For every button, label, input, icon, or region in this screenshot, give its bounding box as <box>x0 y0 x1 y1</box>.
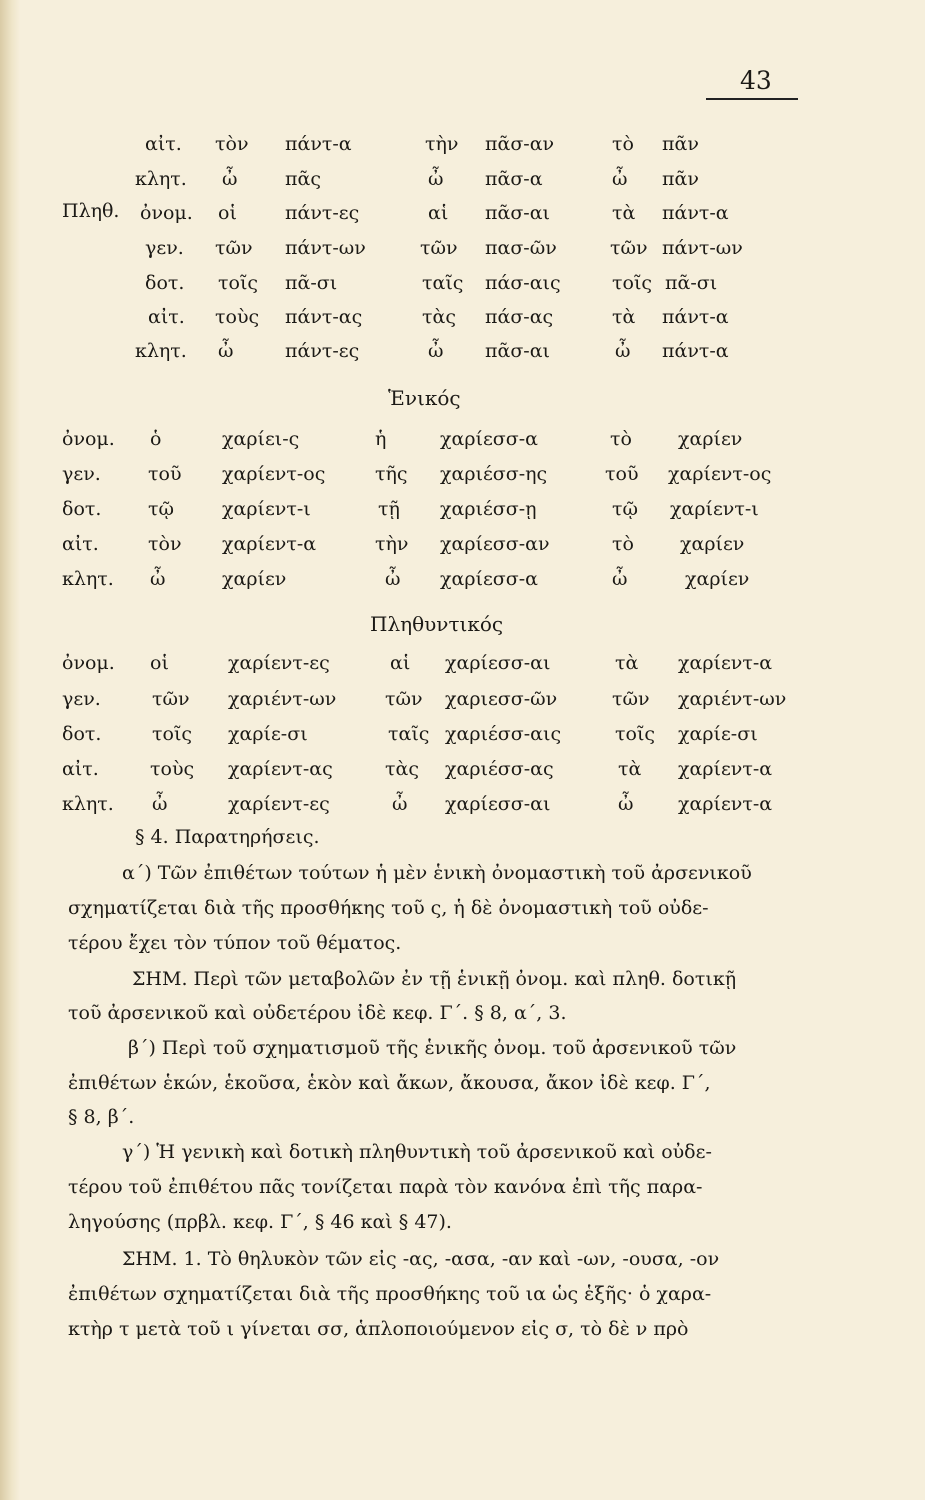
prose-line: γ΄) Ἡ γενικὴ καὶ δοτικὴ πληθυντικὴ τοῦ ἀρσενικοῦ καὶ οὐδε- <box>122 1141 712 1163</box>
table-row <box>0 463 925 495</box>
fem-form: χαρίεσσ-α <box>440 428 538 450</box>
case-label: αἰτ. <box>62 533 99 555</box>
masc-form: χαριέντ-ων <box>228 688 337 710</box>
case-label: αἰτ. <box>62 758 99 780</box>
prose-line: ΣΗΜ. Περὶ τῶν μεταβολῶν ἐν τῇ ἑνικῇ ὀνομ. καὶ πληθ. δοτικῇ <box>132 968 737 990</box>
fem-form: χαριέσσ-αις <box>445 723 562 745</box>
neut-form: πάντ-α <box>662 306 729 328</box>
prose-line: § 8, β΄. <box>68 1106 135 1128</box>
masc-article: τοὺς <box>150 758 195 780</box>
neut-form: χαρίεντ-α <box>678 793 773 815</box>
page-number: 43 <box>740 66 772 95</box>
plural-heading: Πληθυντικός <box>370 612 504 636</box>
fem-form: πᾶσ-αι <box>485 202 550 224</box>
masc-article: ὦ <box>218 340 234 362</box>
neut-form: χαρίεντ-ι <box>670 498 759 520</box>
neut-form: πᾶ-σι <box>665 272 718 294</box>
fem-article: ὦ <box>428 168 444 190</box>
neut-form: χαρίεντ-α <box>678 652 773 674</box>
masc-article: τοῦ <box>148 463 182 485</box>
masc-form: χαρίεν <box>222 568 287 590</box>
fem-form: χαριέσσ-ῃ <box>440 498 537 520</box>
masc-article: τοῖς <box>152 723 193 745</box>
prose-line: α΄) Τῶν ἐπιθέτων τούτων ἡ μὲν ἑνικὴ ὀνομαστικὴ τοῦ ἀρσενικοῦ <box>122 862 752 884</box>
masc-article: ὦ <box>152 793 168 815</box>
table-row <box>0 428 925 460</box>
neut-form: χαριέντ-ων <box>678 688 787 710</box>
masc-article: οἱ <box>218 202 237 224</box>
fem-article: τῇ <box>378 498 400 520</box>
fem-article: τὴν <box>425 133 459 155</box>
section-heading: § 4. Παρατηρήσεις. <box>135 826 320 848</box>
case-label: κλητ. <box>62 793 114 815</box>
masc-article: ὦ <box>150 568 166 590</box>
case-label: κλητ. <box>62 568 114 590</box>
table-row <box>0 306 925 338</box>
fem-article: αἱ <box>390 652 411 674</box>
neut-form: πάντ-ων <box>662 237 743 259</box>
masc-form: χαρίεντ-ος <box>222 463 326 485</box>
fem-form: χαρίεσσ-αι <box>445 652 551 674</box>
singular-heading: Ἑνικός <box>388 386 461 410</box>
fem-article: ὦ <box>392 793 408 815</box>
masc-form: χαρίεντ-α <box>222 533 317 555</box>
neut-form: πάντ-α <box>662 340 729 362</box>
fem-article: τῆς <box>375 463 408 485</box>
table-row <box>0 758 925 790</box>
masc-form: χαρίεντ-ι <box>222 498 311 520</box>
neut-article: τοῦ <box>605 463 639 485</box>
neut-article: τῷ <box>612 498 639 520</box>
case-label: δοτ. <box>62 723 102 745</box>
fem-article: ταῖς <box>388 723 430 745</box>
neut-article: τοῖς <box>615 723 656 745</box>
neut-form: πᾶν <box>662 168 699 190</box>
masc-article: τὸν <box>148 533 182 555</box>
neut-article: ὦ <box>612 568 628 590</box>
table-row <box>0 688 925 720</box>
prose-line: τοῦ ἀρσενικοῦ καὶ οὐδετέρου ἰδὲ κεφ. Γ΄. § 8, α΄, 3. <box>68 1002 567 1024</box>
masc-article: οἱ <box>150 652 169 674</box>
prose-line: τέρου τοῦ ἐπιθέτου πᾶς τονίζεται παρὰ τὸν κανόνα ἐπὶ τῆς παρα- <box>68 1176 703 1198</box>
fem-form: χαριέσσ-ης <box>440 463 548 485</box>
table-row <box>0 237 925 269</box>
neut-article: τὸ <box>610 428 632 450</box>
prose-line: ἐπιθέτων ἑκών, ἑκοῦσα, ἑκὸν καὶ ἄκων, ἄκουσα, ἄκον ἰδὲ κεφ. Γ΄, <box>68 1072 711 1094</box>
table-row <box>0 133 925 165</box>
masc-article: τῷ <box>148 498 175 520</box>
prose-line: κτὴρ τ μετὰ τοῦ ι γίνεται σσ, ἁπλοποιούμενον εἰς σ, τὸ δὲ ν πρὸ <box>68 1318 689 1340</box>
case-label: δοτ. <box>62 498 102 520</box>
neut-form: χαρίεντ-ος <box>668 463 772 485</box>
fem-article: τὰς <box>422 306 456 328</box>
neut-article: τὸ <box>612 533 634 555</box>
fem-article: τῶν <box>420 237 458 259</box>
masc-form: χαρίεντ-ες <box>228 793 330 815</box>
masc-form: πάντ-α <box>285 133 352 155</box>
fem-form: χαρίεσσ-α <box>440 568 538 590</box>
masc-article: ὁ <box>150 428 162 450</box>
neut-form: χαρίεν <box>685 568 750 590</box>
neut-article: τὰ <box>615 652 639 674</box>
neut-form: χαρίε-σι <box>678 723 758 745</box>
fem-article: αἱ <box>428 202 449 224</box>
neut-article: τῶν <box>612 688 650 710</box>
table-row <box>0 498 925 530</box>
fem-article: ταῖς <box>422 272 464 294</box>
case-label: ὀνομ. <box>140 202 193 224</box>
table-row <box>0 533 925 565</box>
neut-article: ὦ <box>612 168 628 190</box>
masc-article: τοὺς <box>215 306 260 328</box>
neut-article: τῶν <box>610 237 648 259</box>
fem-article: ὦ <box>385 568 401 590</box>
neut-form: χαρίεν <box>678 428 743 450</box>
table-row <box>0 652 925 684</box>
neut-article: ὦ <box>618 793 634 815</box>
prose-line: ΣΗΜ. 1. Τὸ θηλυκὸν τῶν εἰς -ας, -ασα, -αν καὶ -ων, -ουσα, -ον <box>122 1248 720 1270</box>
fem-form: πάσ-ας <box>485 306 554 328</box>
fem-article: ὦ <box>428 340 444 362</box>
prose-line: ληγούσης (πρβλ. κεφ. Γ΄, § 46 καὶ § 47). <box>68 1211 452 1233</box>
masc-form: χαρίε-σι <box>228 723 308 745</box>
table-row <box>0 202 925 234</box>
neut-form: πᾶν <box>662 133 699 155</box>
prose-line: β΄) Περὶ τοῦ σχηματισμοῦ τῆς ἑνικῆς ὀνομ. τοῦ ἀρσενικοῦ τῶν <box>128 1037 737 1059</box>
table-row <box>0 272 925 304</box>
masc-form: πάντ-ες <box>285 202 360 224</box>
case-label: γεν. <box>145 237 184 259</box>
fem-form: πᾶσ-αν <box>485 133 555 155</box>
fem-form: πᾶσ-α <box>485 168 543 190</box>
masc-article: τῶν <box>152 688 190 710</box>
masc-form: χαρίεντ-ας <box>228 758 333 780</box>
fem-form: πάσ-αις <box>485 272 561 294</box>
masc-form: πάντ-ας <box>285 306 363 328</box>
masc-form: πάντ-ες <box>285 340 360 362</box>
neut-article: τὰ <box>612 202 636 224</box>
case-label: ὀνομ. <box>62 428 115 450</box>
masc-form: πάντ-ων <box>285 237 366 259</box>
table-row <box>0 568 925 600</box>
plural-region-label: Πληθ. <box>62 200 120 222</box>
neut-form: χαρίεντ-α <box>678 758 773 780</box>
prose-line: ἐπιθέτων σχηματίζεται διὰ τῆς προσθήκης τοῦ ια ὡς ἑξῆς· ὁ χαρα- <box>68 1283 712 1305</box>
prose-line: τέρου ἔχει τὸν τύπον τοῦ θέματος. <box>68 932 402 954</box>
masc-form: χαρίεντ-ες <box>228 652 330 674</box>
case-label: γεν. <box>62 688 101 710</box>
prose-line: σχηματίζεται διὰ τῆς προσθήκης τοῦ ς, ἡ δὲ ὀνομαστικὴ τοῦ οὐδε- <box>68 897 709 919</box>
neut-article: ὦ <box>615 340 631 362</box>
neut-form: πάντ-α <box>662 202 729 224</box>
table-row <box>0 793 925 825</box>
fem-form: χαρίεσσ-αι <box>445 793 551 815</box>
fem-form: χαριεσσ-ῶν <box>445 688 558 710</box>
fem-article: ἡ <box>375 428 387 450</box>
masc-article: τοῖς <box>218 272 259 294</box>
table-row <box>0 723 925 755</box>
fem-form: πασ-ῶν <box>485 237 557 259</box>
neut-article: τὰ <box>618 758 642 780</box>
neut-article: τὸ <box>612 133 634 155</box>
masc-form: πᾶς <box>285 168 321 190</box>
fem-form: χαριέσσ-ας <box>445 758 554 780</box>
masc-article: τὸν <box>215 133 249 155</box>
fem-article: τὰς <box>385 758 419 780</box>
masc-form: πᾶ-σι <box>285 272 338 294</box>
fem-article: τῶν <box>385 688 423 710</box>
neut-form: χαρίεν <box>680 533 745 555</box>
neut-article: τοῖς <box>612 272 653 294</box>
header-rule <box>706 98 798 100</box>
case-label: γεν. <box>62 463 101 485</box>
masc-form: χαρίει-ς <box>222 428 300 450</box>
fem-form: χαρίεσσ-αν <box>440 533 550 555</box>
case-label: αἰτ. <box>148 306 185 328</box>
case-label: κλητ. <box>135 168 187 190</box>
case-label: κλητ. <box>135 340 187 362</box>
masc-article: τῶν <box>215 237 253 259</box>
case-label: δοτ. <box>145 272 185 294</box>
fem-article: τὴν <box>375 533 409 555</box>
neut-article: τὰ <box>612 306 636 328</box>
case-label: αἰτ. <box>145 133 182 155</box>
table-row <box>0 168 925 200</box>
fem-form: πᾶσ-αι <box>485 340 550 362</box>
masc-article: ὦ <box>222 168 238 190</box>
table-row <box>0 340 925 372</box>
case-label: ὀνομ. <box>62 652 115 674</box>
